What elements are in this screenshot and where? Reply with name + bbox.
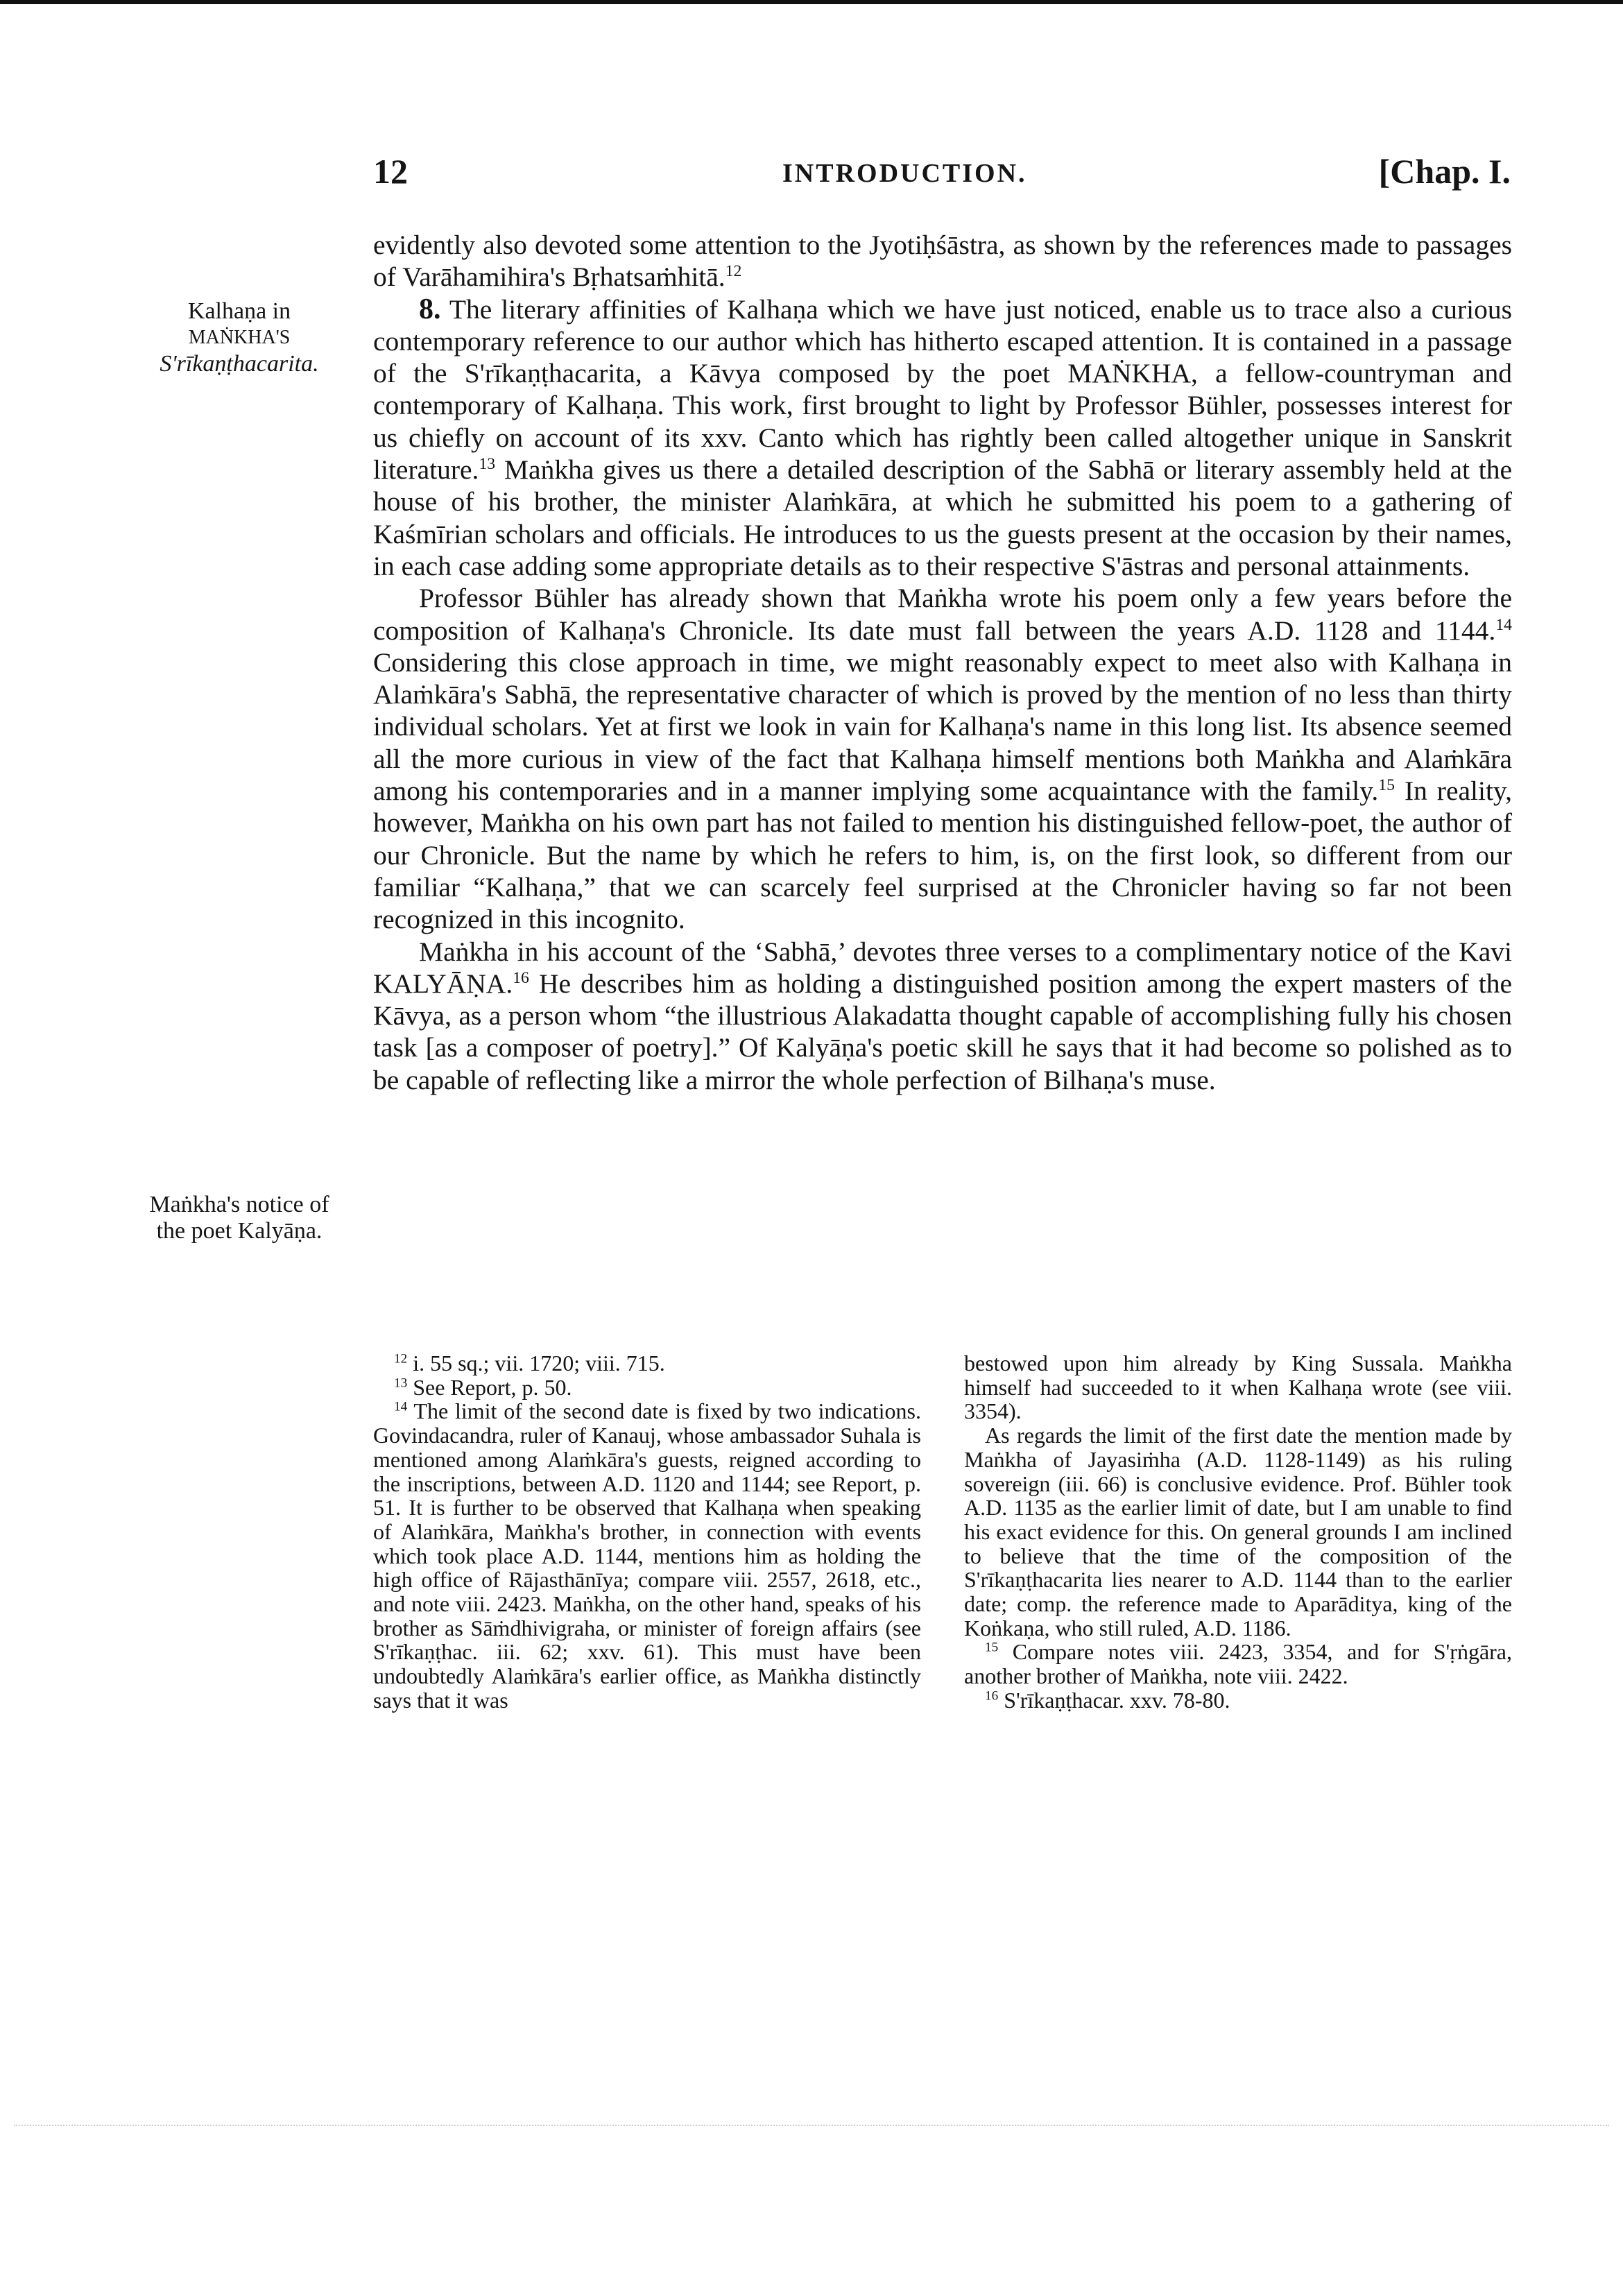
footnote-text: The limit of the second date is fixed by two indications. Govindacandra, ruler of Kanauj, whose ambassador Suhala is mentioned among Alaṁkāra's guests, reigned according to the inscriptions, between A.D. 1120 and 1144; see Report, p. 51. It is further to be observed that Kalhaṇa when speaking of Alaṁkāra, Maṅkha's brother, in connection with events which took place A.D. 1144, mentions him as holding the high office of Rājasthānīya; compare viii. 2557, 2618, etc., and note viii. 2423. Maṅkha, on the other hand, speaks of his brother as Sāṁdhivigraha, or minister of foreign affairs (see S'rīkaṇṭhac. iii. 62; xxv. 61). This must have been undoubtedly Alaṁkāra's earlier office, as Maṅkha distinctly says that it was [373,1398,921,1713]
paragraph-text: Maṅkha gives us there a detailed description of the Sabhā or literary assembly held at the house of his brother, the minister Alaṁkāra, at which he submitted his poem to a gathering of Kaśmīrian scholars and officials. He introduces to us the guests present at the occasion by their names, in each case adding some appropriate details as to their respective S'āstras and personal attainments. [373,454,1513,581]
marginal-note-line: Maṅkha's notice of [149,1192,329,1217]
footnote-ref[interactable]: 16 [513,968,529,987]
scan-artifact-dotted-line [14,2125,1609,2127]
footnote-14-paragraph [964,1423,1512,1640]
footnote-14 [373,1399,921,1712]
footnote-number: 13 [394,1376,408,1391]
page-number: 12 [373,152,408,191]
marginal-note-kalhana-in-mankha [128,298,350,377]
footnote-13 [373,1376,921,1400]
footnotes-left-column [373,1351,921,1713]
footnote-text: See Report, p. 50. [413,1374,572,1400]
footnote-ref[interactable]: 15 [1378,776,1395,794]
running-title: INTRODUCTION. [782,159,1027,188]
chapter-label: [Chap. I. [1378,152,1511,191]
paragraph-text: The literary affinities of Kalhaṇa which we have just noticed, enable us to trace also a curious contemporary reference to our author which has hitherto escaped attention. It is contained in a passage of the S'rīkaṇṭhacarita, a Kāvya composed by the poet MAṄKHA, a fellow-countryman and contemporary of Kalhaṇa. This work, first brought to light by Professor Bühler, possesses interest for us chiefly on account of its xxv. Canto which has rightly been called altogether unique in Sanskrit literature. [373,293,1512,486]
paragraph-text: Maṅkha in his account of the ‘Sabhā,’ devotes three verses to a complimentary notice of the Kavi KALYĀṆA. [373,936,1512,999]
footnote-ref[interactable]: 14 [1495,615,1512,634]
section-number: 8. [419,293,441,325]
footnote-14-continued [964,1351,1512,1423]
footnotes-right-column [964,1351,1512,1713]
footnote-ref[interactable]: 13 [479,454,496,473]
paragraph [373,582,1512,935]
footnote-number: 14 [394,1399,408,1414]
marginal-note-line: Kalhaṇa in [187,298,291,324]
marginal-note-mankha-notice [118,1192,361,1244]
footnote-12 [373,1351,921,1376]
footnote-text: As regards the limit of the first date the mention made by Maṅkha of Jayasiṁha (A.D. 1128-1149) as his ruling sovereign (iii. 66) is conclusive evidence. Prof. Bühler took A.D. 1135 as the earlier limit of date, but I am unable to find his exact evidence for this. On general grounds I am inclined to believe that the time of the composition of the S'rīkaṇṭhacarita lies nearer to A.D. 1144 than to the earlier date; comp. the reference made to Aparāditya, king of the Koṅkaṇa, who still ruled, A.D. 1186. [964,1423,1512,1640]
paragraph-text: Considering this close approach in time, we might reasonably expect to meet also with Kalhaṇa in Alaṁkāra's Sabhā, the representative character of which is proved by the mention of no less than thirty individual scholars. Yet at first we look in vain for Kalhaṇa's name in this long list. Its absence seemed all the more curious in view of the fact that Kalhaṇa himself mentions both Maṅkha and Alaṁkāra among his contemporaries and in a manner implying some acquaintance with the family. [373,646,1512,807]
footnote-ref[interactable]: 12 [725,262,742,281]
marginal-note-line: MAṄKHA'S [188,327,291,348]
footnote-number: 15 [985,1640,999,1655]
page-header [373,151,1511,200]
marginal-note-line: S'rīkaṇṭhacarita. [160,351,319,377]
footnote-text: i. 55 sq.; vii. 1720; viii. 715. [413,1351,665,1376]
footnote-number: 16 [985,1688,999,1704]
paragraph [373,936,1512,1096]
paragraph-section-8 [373,293,1512,583]
paragraph-text: In reality, however, Maṅkha on his own part has not failed to mention his distinguished fellow-poet, the author of our Chronicle. But the name by which he refers to him, is, on the first look, so different from our familiar “Kalhaṇa,” that we can scarcely feel surprised at the Chronicler having so far not been recognized in this incognito. [373,776,1512,935]
footnote-text: bestowed upon him already by King Sussala. Maṅkha himself had succeeded to it when Kalhaṇa wrote (see viii. 3354). [964,1351,1512,1424]
footnote-text: S'rīkaṇṭhacar. xxv. 78-80. [1004,1687,1230,1713]
paragraph-text: He describes him as holding a distinguished position among the expert masters of the Kāvya, as a person whom “the illustrious Alakadatta thought capable of accomplishing fully his chosen task [as a composer of poetry].” Of Kalyāṇa's poetic skill he says that it had become so polished as to be capable of reflecting like a mirror the whole perfection of Bilhaṇa's muse. [373,968,1512,1095]
paragraph-text: Professor Bühler has already shown that Maṅkha wrote his poem only a few years before the composition of Kalhaṇa's Chronicle. Its date must fall between the years A.D. 1128 and 1144. [373,583,1512,646]
footnote-15 [964,1640,1512,1688]
top-border-rule [0,0,1623,4]
footnote-text: Compare notes viii. 2423, 3354, and for S'ṛṅgāra, another brother of Maṅkha, note viii. 2422. [964,1639,1512,1689]
marginal-note-line: the poet Kalyāṇa. [156,1218,323,1244]
paragraph-text: evidently also devoted some attention to the Jyotiḥśāstra, as shown by the references made to passages of Varāhamihira's Bṛhatsaṁhitā. [373,230,1512,293]
paragraph [373,229,1512,293]
footnote-16 [964,1688,1512,1713]
main-text [373,229,1512,1096]
footnote-number: 12 [394,1351,408,1367]
